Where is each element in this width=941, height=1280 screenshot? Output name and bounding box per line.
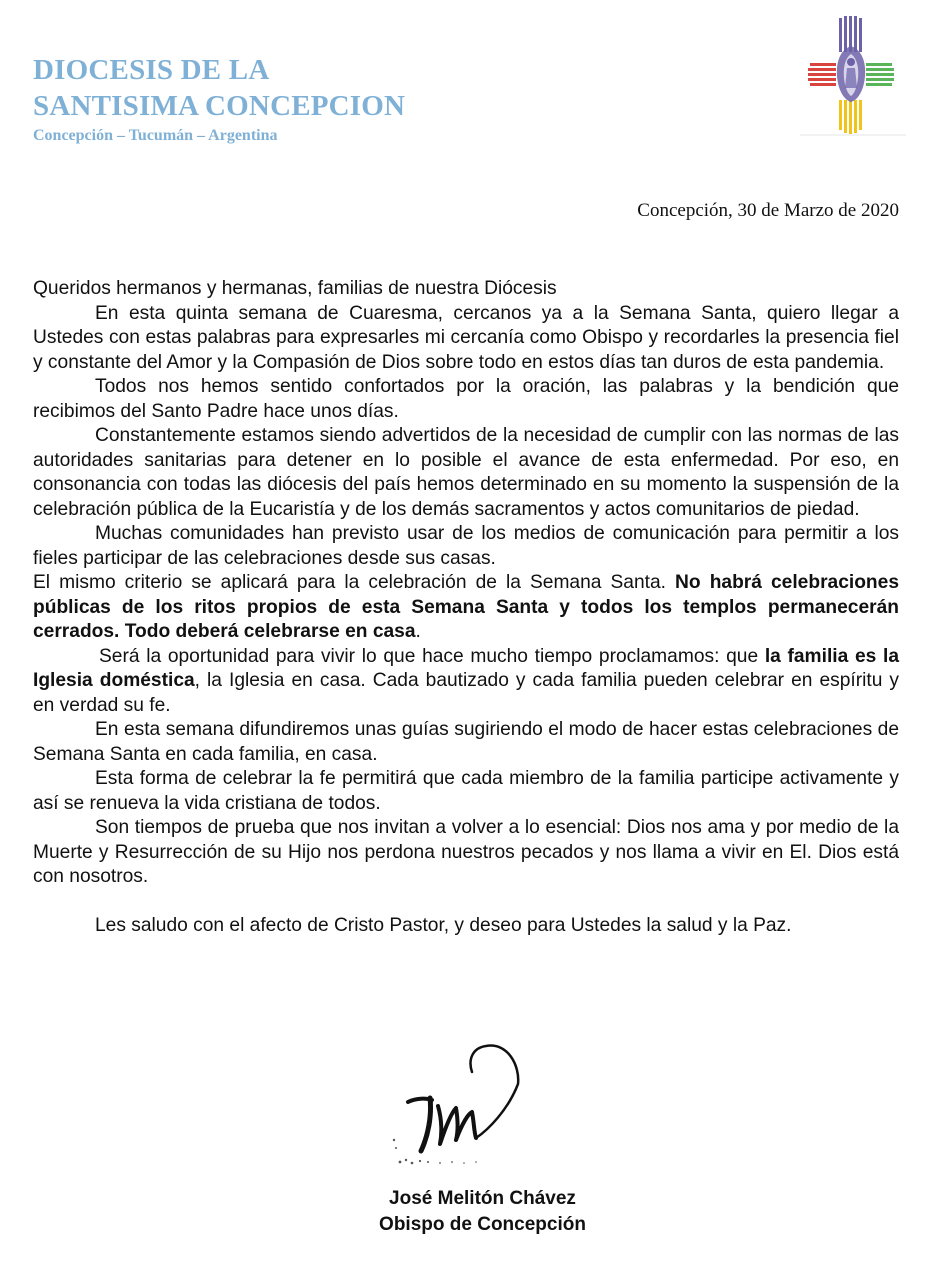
diocese-name-line-1: DIOCESIS DE LA [33, 54, 270, 86]
signatory-title: Obispo de Concepción [379, 1214, 586, 1235]
letterhead [33, 52, 405, 146]
paragraph-9: Son tiempos de prueba que nos invitan a volver a lo esencial: Dios nos ama y por medio de la Muerte y Resurrección de su Hijo nos perdona nuestros pecados y nos llama a vivir en El. Dios está con nosotros. [33, 817, 899, 887]
paragraph-3: Constantemente estamos siendo advertidos de la necesidad de cumplir con las normas de las autoridades sanitarias para detener en lo posible el avance de esta enfermedad. Por eso, en consonancia con todas las diócesis del país hemos determinado en su momento la suspensión de la celebración pública de la Eucaristía y de los demás sacramentos y actos comunitarios de piedad. [33, 425, 899, 520]
closing-line: Les saludo con el afecto de Cristo Pastor, y deseo para Ustedes la salud y la Paz. [95, 914, 792, 936]
handwritten-signature-icon [388, 1036, 538, 1171]
paragraph-7: En esta semana difundiremos unas guías sugiriendo el modo de hacer estas celebraciones de Semana Santa en cada familia, en casa. [33, 719, 899, 765]
letter-body [33, 277, 899, 938]
paragraph-1: En esta quinta semana de Cuaresma, cercanos ya a la Semana Santa, quiero llegar a Ustedes con estas palabras para expresarles mi cercanía como Obispo y recordarles la presencia fiel y constante del Amor y la Compasión de Dios sobre todo en estos días tan duros de esta pandemia. [33, 302, 899, 373]
paragraph-5 [33, 571, 899, 645]
greeting: Queridos hermanos y hermanas, familias de nuestra Diócesis [33, 278, 557, 299]
paragraph-6 [33, 645, 899, 719]
paragraph-6-end: , la Iglesia en casa. Cada bautizado y cada familia pueden celebrar en espíritu y en verdad su fe. [33, 670, 899, 716]
signatory-name: José Melitón Chávez [389, 1188, 576, 1209]
paragraph-5-text: El mismo criterio se aplicará para la celebración de la Semana Santa. [33, 572, 676, 593]
paragraph-6-text: Será la oportunidad para vivir lo que hace mucho tiempo proclamamos: que [99, 645, 765, 667]
paragraph-8: Esta forma de celebrar la fe permitirá que cada miembro de la familia participe activamente y así se renueva la vida cristiana de todos. [33, 768, 899, 814]
paragraph-5-end: . [415, 621, 421, 642]
paragraph-5-bold: No habrá celebraciones públicas de los ritos propios de esta Semana Santa y todos los templos permanecerán cerrados. Todo deberá celebrarse en casa [33, 572, 899, 642]
letter-date: Concepción, 30 de Marzo de 2020 [637, 200, 899, 221]
diocese-emblem-icon [800, 16, 906, 138]
diocese-location: Concepción – Tucumán – Argentina [33, 127, 278, 144]
paragraph-2: Todos nos hemos sentido confortados por la oración, las palabras y la bendición que recibimos del Santo Padre hace unos días. [33, 376, 899, 422]
paragraph-6-bold: la familia es la Iglesia doméstica [33, 645, 900, 691]
paragraph-4: Muchas comunidades han previsto usar de los medios de comunicación para permitir a los fieles participar de las celebraciones desde sus casas. [33, 523, 899, 569]
signature-block [0, 1186, 941, 1238]
diocese-name-line-2: SANTISIMA CONCEPCION [33, 90, 406, 122]
